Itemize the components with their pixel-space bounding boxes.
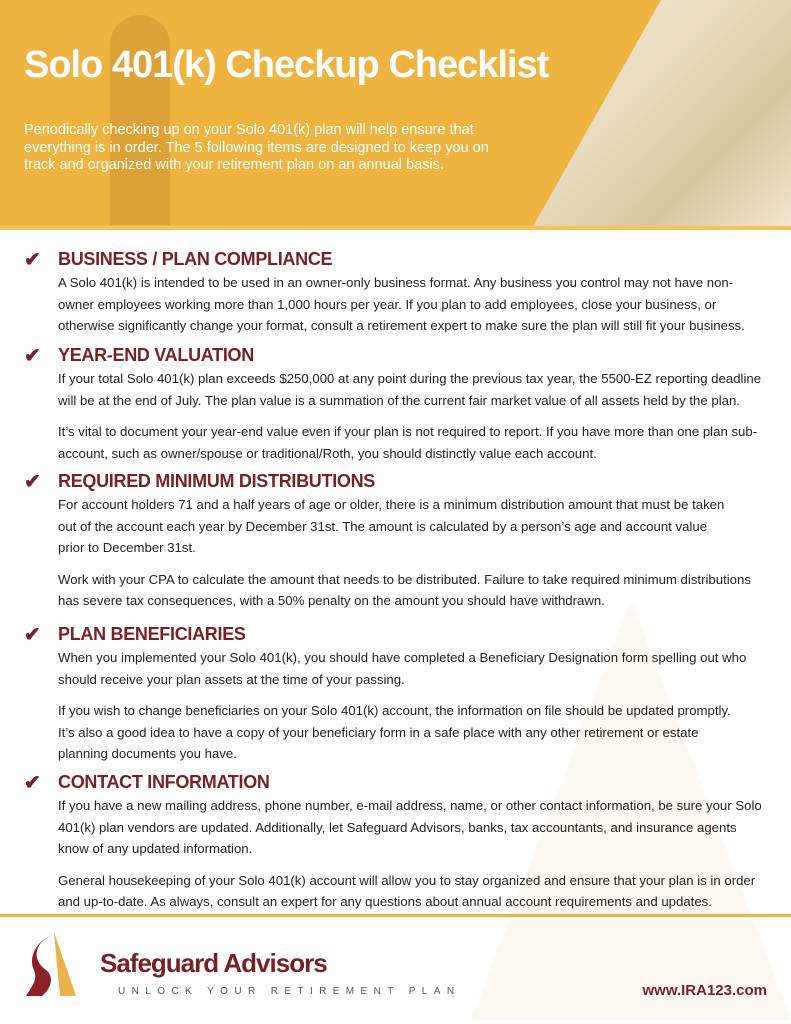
section-paragraph: If your total Solo 401(k) plan exceeds $250,000 at any point during the previous tax year, the 5500-EZ reporting deadline will be at the end of July. The plan value is a summation of the current fair market value of all assets held by the plan.	[58, 371, 762, 408]
header-banner	[0, 0, 791, 230]
section-beneficiaries	[24, 621, 764, 775]
section-heading: CONTACT INFORMATION	[58, 771, 270, 792]
footer-divider	[0, 914, 791, 917]
brand-name: Safeguard Advisors	[100, 948, 327, 978]
section-paragraph: If you have a new mailing address, phone number, e-mail address, name, or other contact information, be sure your Solo 401(k) plan vendors are updated. Additionally, let Safeguard Advisors, banks, tax accountants, and insurance agents know of any updated information.	[58, 798, 762, 856]
header-divider	[0, 226, 791, 230]
section-heading: YEAR-END VALUATION	[58, 344, 254, 365]
section-paragraph: If you wish to change beneficiaries on your Solo 401(k) account, the information on file should be updated promptly. It’s also a good idea to have a copy of your beneficiary form in a safe place with any other retirement or estate planning documents you have.	[58, 703, 731, 761]
section-business-compliance	[24, 246, 764, 347]
safeguard-logo-icon	[24, 930, 76, 998]
section-paragraph: For account holders 71 and a half years of age or older, there is a minimum distribution amount that must be taken out of the account each year by December 31st. The amount is calculated by a person’s age and account value prior to December 31st.	[58, 497, 725, 555]
brand-tagline: UNLOCK YOUR RETIREMENT PLAN	[118, 986, 461, 997]
checkmark-icon: ✔	[24, 623, 41, 646]
checkmark-icon: ✔	[24, 344, 41, 367]
intro-text: Periodically checking up on your Solo 401(k) plan will help ensure that everything is in order. The 5 following items are designed to keep you on track and organized with your retirement plan on an annual basis.	[24, 122, 489, 173]
checkmark-icon: ✔	[24, 470, 41, 493]
section-heading: BUSINESS / PLAN COMPLIANCE	[58, 248, 333, 269]
hand-with-documents-image	[531, 0, 791, 230]
website-link[interactable]: www.IRA123.com	[642, 982, 767, 999]
checkmark-icon: ✔	[24, 771, 41, 794]
section-heading: REQUIRED MINIMUM DISTRIBUTIONS	[58, 470, 375, 491]
section-contact-information	[24, 769, 764, 923]
section-paragraph: A Solo 401(k) is intended to be used in an owner-only business format. Any business you control may not have non-owner employees working more than 1,000 hours per year. If you plan to add employees, close your business, or otherwise significantly change your format, consult a retirement expert to make sure the plan will still fit your business.	[58, 275, 745, 333]
section-paragraph: Work with your CPA to calculate the amount that needs to be distributed. Failure to take required minimum distributions has severe tax consequences, with a 50% penalty on the amount you should have withdrawn.	[58, 571, 751, 608]
checkmark-icon: ✔	[24, 248, 41, 271]
section-paragraph: General housekeeping of your Solo 401(k) account will allow you to stay organized and ensure that your plan is in order and up-to-date. As always, consult an expert for any questions about annual account requirements and updates.	[58, 872, 756, 909]
section-paragraph: When you implemented your Solo 401(k), you should have completed a Beneficiary Designation form spelling out who should receive your plan assets at the time of your passing.	[58, 650, 747, 687]
page-title: Solo 401(k) Checkup Checklist	[24, 44, 549, 86]
section-heading: PLAN BENEFICIARIES	[58, 623, 246, 644]
section-year-end-valuation	[24, 342, 764, 474]
section-rmd	[24, 468, 764, 622]
section-paragraph: It’s vital to document your year-end value even if your plan is not required to report. If you have more than one plan sub-account, such as owner/spouse or traditional/Roth, you should distinctly value each account.	[58, 424, 758, 461]
